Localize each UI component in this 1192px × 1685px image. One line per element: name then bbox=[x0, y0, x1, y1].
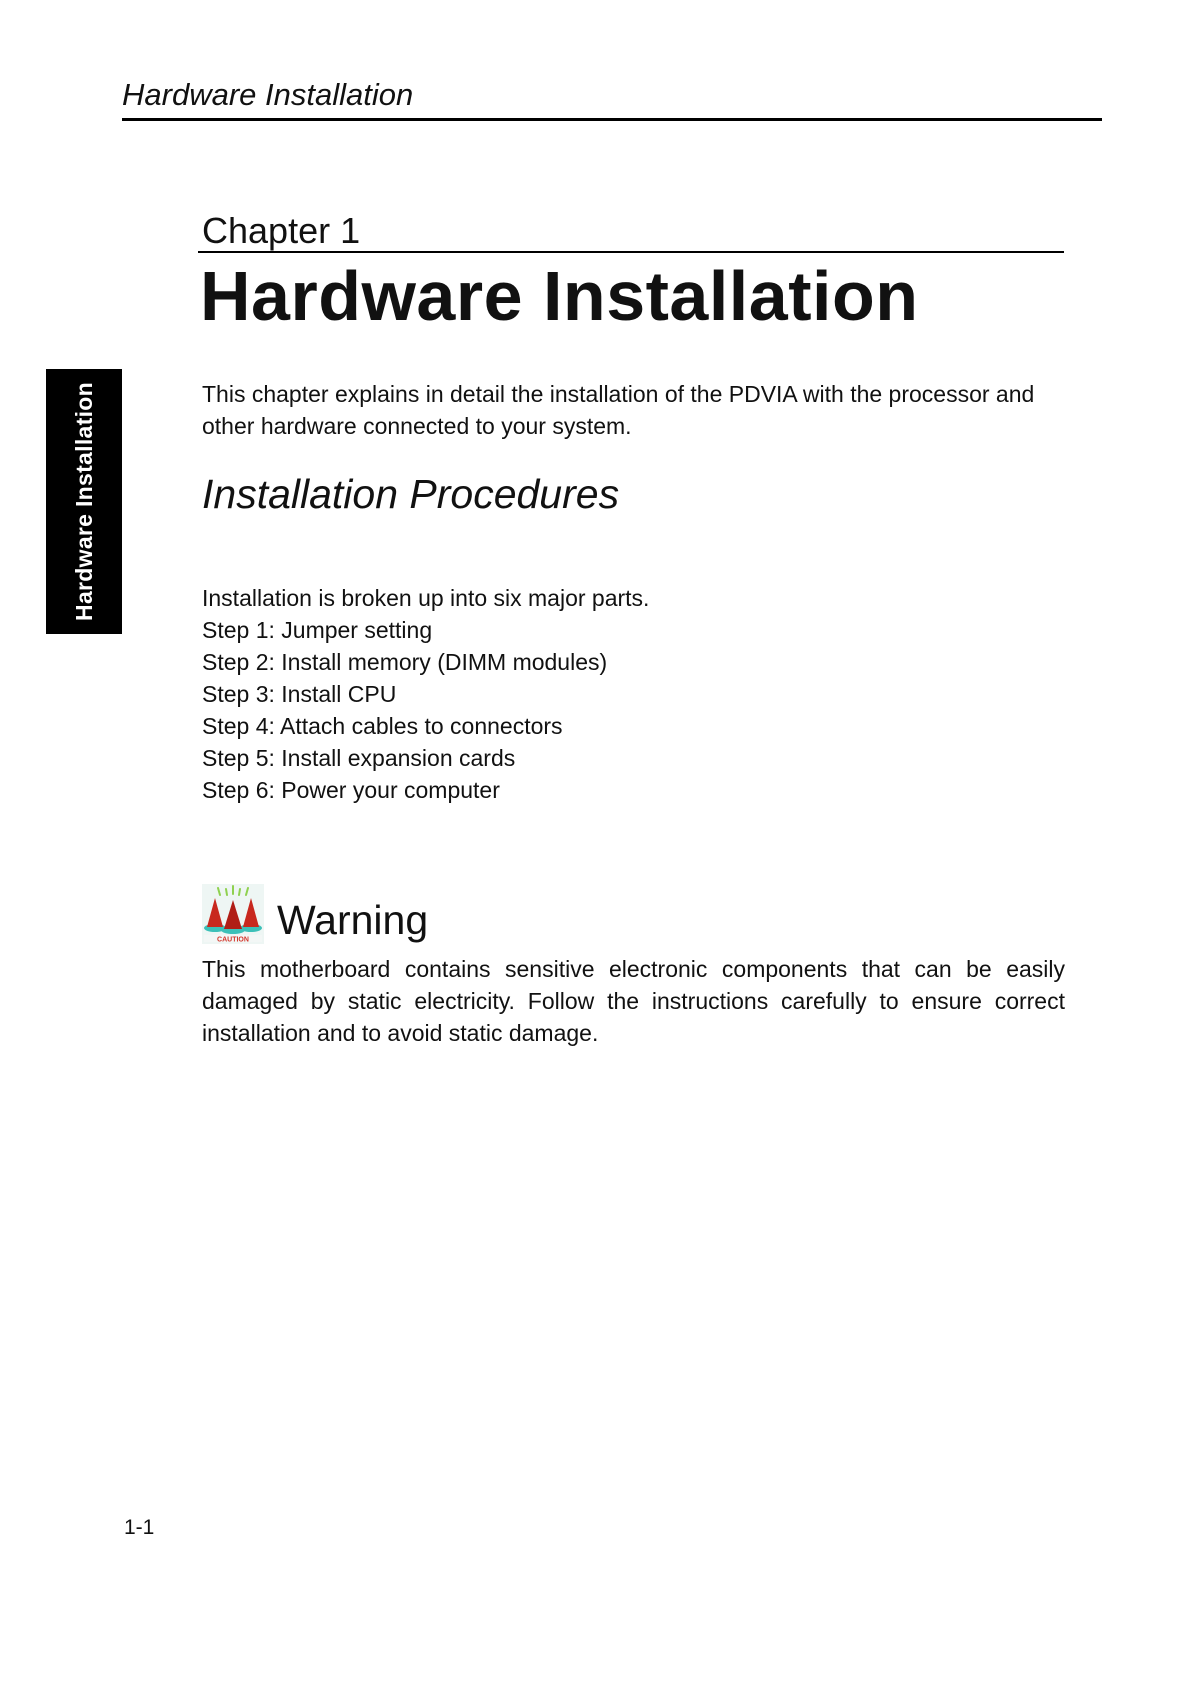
step-item: Step 4: Attach cables to connectors bbox=[202, 713, 563, 739]
running-header: Hardware Installation bbox=[122, 77, 414, 112]
caution-caption: CAUTION bbox=[217, 936, 249, 944]
step-item: Step 1: Jumper setting bbox=[202, 617, 433, 643]
step-item: Step 5: Install expansion cards bbox=[202, 745, 516, 771]
section-heading: Installation Procedures bbox=[202, 471, 620, 517]
chapter-rule bbox=[198, 251, 1064, 253]
page-number: 1-1 bbox=[124, 1516, 155, 1539]
chapter-title: Hardware Installation bbox=[200, 257, 919, 335]
steps-list bbox=[202, 582, 649, 806]
side-tab-label: Hardware Installation bbox=[70, 382, 97, 621]
steps-lead: Installation is broken up into six major parts. bbox=[202, 585, 650, 611]
caution-cones-icon bbox=[202, 884, 264, 944]
side-tab bbox=[46, 369, 122, 634]
step-item: Step 2: Install memory (DIMM modules) bbox=[202, 649, 608, 675]
chapter-label: Chapter 1 bbox=[202, 210, 361, 251]
warning-text: This motherboard contains sensitive electronic components that can be easily damaged by static electricity. Follow the instructions carefully to ensure correct installation and to avoid static damage. bbox=[202, 956, 1065, 1046]
step-item: Step 3: Install CPU bbox=[202, 681, 397, 707]
step-item: Step 6: Power your computer bbox=[202, 777, 500, 803]
intro-paragraph: This chapter explains in detail the installation of the PDVIA with the processor and other hardware connected to your system. bbox=[202, 381, 1035, 439]
warning-heading: Warning bbox=[277, 897, 429, 943]
header-rule bbox=[122, 118, 1102, 121]
